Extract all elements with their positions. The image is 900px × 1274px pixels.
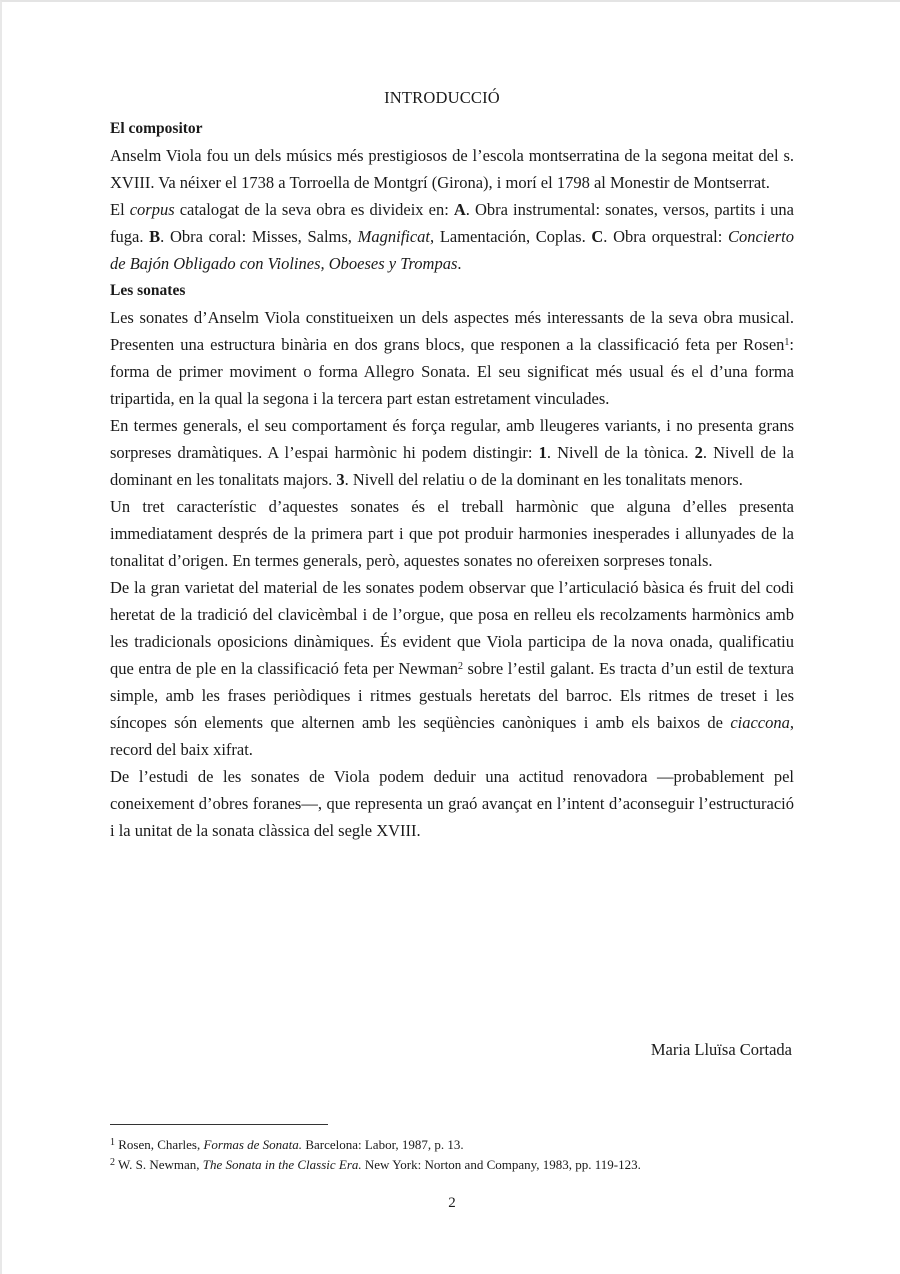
text-run: New York: Norton and Company, 1983, pp. 119-123. [361,1157,641,1172]
author-signature: Maria Lluïsa Cortada [650,1040,792,1059]
text-run: . Obra orquestral: [603,227,728,246]
bold-marker-a: A [453,200,466,219]
text-run: . Obra coral: Misses, Salms, [160,227,358,246]
paragraph-structure [110,304,794,412]
text-run: . Nivell del relatiu o de la dominant en les tonalitats menors. [344,470,743,489]
footnote-2 [110,1155,810,1175]
bold-number-3: 3 [336,470,345,489]
bold-number-2: 2 [694,443,703,462]
paragraph-harmony [110,412,794,493]
section-heading-composer: El compositor [110,120,203,137]
text-run: . Nivell de la tònica. [546,443,695,462]
text-run: Rosen, Charles, [115,1137,204,1152]
footnote-1 [110,1135,810,1155]
text-run: W. S. Newman, [115,1157,203,1172]
bold-marker-c: C [591,227,604,246]
text-run: . Nivell de la dominant en les tonalitats majors. [110,443,794,489]
text-run: , Lamentación, Coplas. [430,227,592,246]
text-run: En termes generals, el seu comportament és força regular, amb lleugeres variants, i no presenta grans sorpreses dramàtiques. A l’espai harmònic hi podem distingir: [110,416,794,462]
text-run: : forma de primer moviment o forma Allegro Sonata. El seu significat més usual és el d’una forma tripartida, en la qual la segona i la tercera part estan estretament vinculades. [110,335,794,408]
footnote-ref-1[interactable]: 1 [784,337,790,348]
italic-magnificat: Magnificat [357,227,431,246]
text-run: De la gran varietat del material de les sonates podem observar que l’articulació bàsica és fruit del codi heretat de la tradició del clavicèmbal i de l’orgue, que posa en relleu els recolzaments harmònics amb les tradicionals oposicions dinàmiques. És evident que Viola participa de la nova onada, qualificatiu que entra de ple en la classificació feta per Newman [110,578,794,678]
text-run: , record del baix xifrat. [110,713,794,759]
page-number: 2 [448,1195,456,1211]
footnote-ref-2[interactable]: 2 [457,661,463,672]
footnote-divider [110,1124,328,1125]
page-title: INTRODUCCIÓ [384,88,500,107]
text-run: El [110,200,130,219]
paragraph-material [110,574,794,763]
paragraph-harmonic-work: Un tret característic d’aquestes sonates és el treball harmònic que alguna d’elles presenta immediatament després de la primera part i que pot produir harmonies inesperades i allunyades de la tonalitat d’origen. En termes generals, però, aquestes sonates no ofereixen sorpreses tonals. [110,497,794,570]
bold-number-1: 1 [538,443,547,462]
text-run: . Obra instrumental: sonates, versos, partits i una fuga. [110,200,794,246]
italic-concierto: Concierto de Bajón Obligado con Violines, Oboeses y Trompas [110,227,794,273]
bold-marker-b: B [149,227,161,246]
footnotes [110,1135,810,1175]
italic-ciaccona: ciaccona [730,713,790,732]
text-run: Barcelona: Labor, 1987, p. 13. [302,1137,464,1152]
paragraph-composer: Anselm Viola fou un dels músics més prestigiosos de l’escola montserratina de la segona meitat del s. XVIII. Va néixer el 1738 a Torroella de Montgrí (Girona), i morí el 1798 al Monestir de Montserrat. [110,146,794,192]
text-run: sobre l’estil galant. Es tracta d’un estil de textura simple, amb les frases periòdiques i ritmes gestuals heretats del barroc. Els ritmes de treset i les síncopes són elements que alternen amb les seqüències canòniques i amb els baixos de [110,659,794,732]
footnote-mark: 2 [110,1157,115,1168]
footnote-title: The Sonata in the Classic Era. [202,1157,362,1172]
text-run: Les sonates d’Anselm Viola constitueixen un dels aspectes més interessants de la seva obra musical. Presenten una estructura binària en dos grans blocs, que responen a la classificació feta per Rosen [110,308,794,354]
italic-corpus: corpus [129,200,175,219]
footnote-title: Formas de Sonata. [203,1137,303,1152]
main-text [110,115,794,844]
section-heading-sonates: Les sonates [110,282,186,299]
text-run: . [457,254,462,273]
text-run: catalogat de la seva obra es divideix en: [174,200,454,219]
paragraph-conclusion: De l’estudi de les sonates de Viola podem deduir una actitud renovadora —probablement pel coneixement d’obres foranes—, que representa un graó avançat en l’intent d’aconseguir l’estructuració i la unitat de la sonata clàssica del segle XVIII. [110,767,794,840]
paragraph-corpus [110,196,794,277]
footnote-mark: 1 [110,1137,115,1148]
